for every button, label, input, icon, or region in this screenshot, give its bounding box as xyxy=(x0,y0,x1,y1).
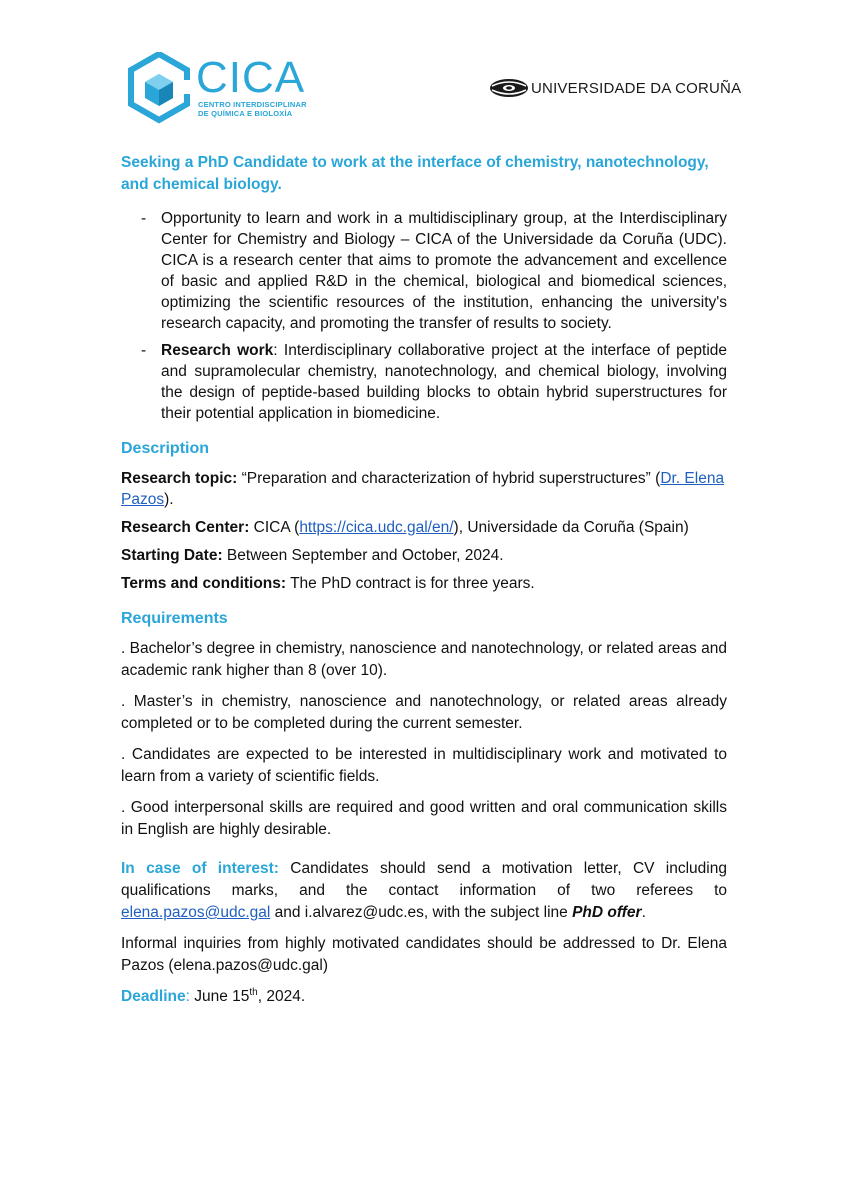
bullet-list xyxy=(121,208,727,424)
document-body xyxy=(121,152,727,1017)
interest-text: Candidates should send a motivation letter, CV including qualifications marks, and the contact information of two referees to xyxy=(121,860,727,899)
bullet-dash: - xyxy=(141,210,147,227)
requirement-item: . Candidates are expected to be interested in multidisciplinary work and motivated to learn from a variety of scientific fields. xyxy=(121,746,727,785)
cica-subtitle-line2: DE QUÍMICA E BIOLOXÍA xyxy=(198,109,293,118)
research-topic-text: “Preparation and characterization of hybrid superstructures” ( xyxy=(237,470,661,487)
udc-emblem-icon xyxy=(489,70,529,106)
description-heading: Description xyxy=(121,440,210,457)
page-title: Seeking a PhD Candidate to work at the interface of chemistry, nanotechnology, and chemical biology. xyxy=(121,154,709,193)
requirement-item: . Master’s in chemistry, nanoscience and nanotechnology, or related areas already completed or to be completed during the current semester. xyxy=(121,693,727,732)
research-center-text: CICA ( xyxy=(249,519,300,536)
deadline-colon: : xyxy=(185,988,195,1005)
starting-date-label: Starting Date: xyxy=(121,547,223,564)
terms-conditions xyxy=(121,573,727,594)
interest-text2: and i.alvarez@udc.es, with the subject line xyxy=(270,904,573,921)
requirement-item: . Bachelor’s degree in chemistry, nanoscience and nanotechnology, or related areas and academic rank higher than 8 (over 10). xyxy=(121,640,727,679)
bullet-opportunity xyxy=(121,208,727,334)
email-link[interactable]: elena.pazos@udc.gal xyxy=(121,904,271,921)
starting-date-text: Between September and October, 2024. xyxy=(222,547,504,564)
bullet-research-work xyxy=(121,340,727,424)
cica-logo xyxy=(128,52,328,124)
udc-name: UNIVERSIDADE DA CORUÑA xyxy=(531,80,742,97)
bullet-opportunity-text: Opportunity to learn and work in a multidisciplinary group, at the Interdisciplinary Center for Chemistry and Biology – CICA of the Universidade da Coruña (UDC). CICA is a research center that aims to promote the advancement and excellence of basic and applied R&D in the chemical, biological and biomedical sciences, optimizing the scientific resources of the institution, enhancing the university's research capacity, and promoting the transfer of results to society. xyxy=(161,210,727,332)
research-topic xyxy=(121,468,727,510)
starting-date xyxy=(121,545,727,566)
cica-website-link[interactable]: https://cica.udc.gal/en/ xyxy=(299,519,454,536)
interest-end: . xyxy=(641,904,646,921)
cica-cube-icon xyxy=(128,52,190,124)
elena-pazos-link[interactable]: Dr. Elena Pazos xyxy=(121,470,725,508)
deadline xyxy=(121,986,727,1008)
research-center-label: Research Center: xyxy=(121,519,250,536)
requirements-heading: Requirements xyxy=(121,610,228,627)
research-center xyxy=(121,517,727,538)
terms-text: The PhD contract is for three years. xyxy=(286,575,535,592)
cica-wordmark: CICA xyxy=(196,53,306,102)
research-center-end: ), Universidade da Coruña (Spain) xyxy=(453,519,689,536)
research-work-label: Research work xyxy=(161,342,274,359)
subject-line: PhD offer xyxy=(572,904,642,921)
deadline-sup: th xyxy=(249,986,258,998)
deadline-date: June 15 xyxy=(194,988,250,1005)
deadline-label: Deadline xyxy=(121,988,186,1005)
deadline-year: , 2024. xyxy=(257,988,306,1005)
cica-subtitle-line1: CENTRO INTERDISCIPLINAR xyxy=(198,100,307,109)
research-topic-label: Research topic: xyxy=(121,470,238,487)
requirement-item: . Good interpersonal skills are required and good written and oral communication skills in English are highly desirable. xyxy=(121,799,727,838)
udc-logo xyxy=(489,70,742,106)
cica-subtitle xyxy=(198,100,338,118)
terms-label: Terms and conditions: xyxy=(121,575,287,592)
interest-paragraph xyxy=(121,858,727,924)
research-work-text: : Interdisciplinary collaborative project at the interface of peptide and supramolecular chemistry, nanotechnology, and chemical biology, involving the design of peptide-based building blocks to obtain hybrid superstructures for their potential application in biomedicine. xyxy=(161,342,728,422)
bullet-dash: - xyxy=(141,342,147,359)
research-topic-end: ). xyxy=(164,491,174,508)
interest-label: In case of interest: xyxy=(121,860,279,877)
informal-inquiries: Informal inquiries from highly motivated candidates should be addressed to Dr. Elena Pazos (elena.pazos@udc.gal) xyxy=(121,935,727,974)
